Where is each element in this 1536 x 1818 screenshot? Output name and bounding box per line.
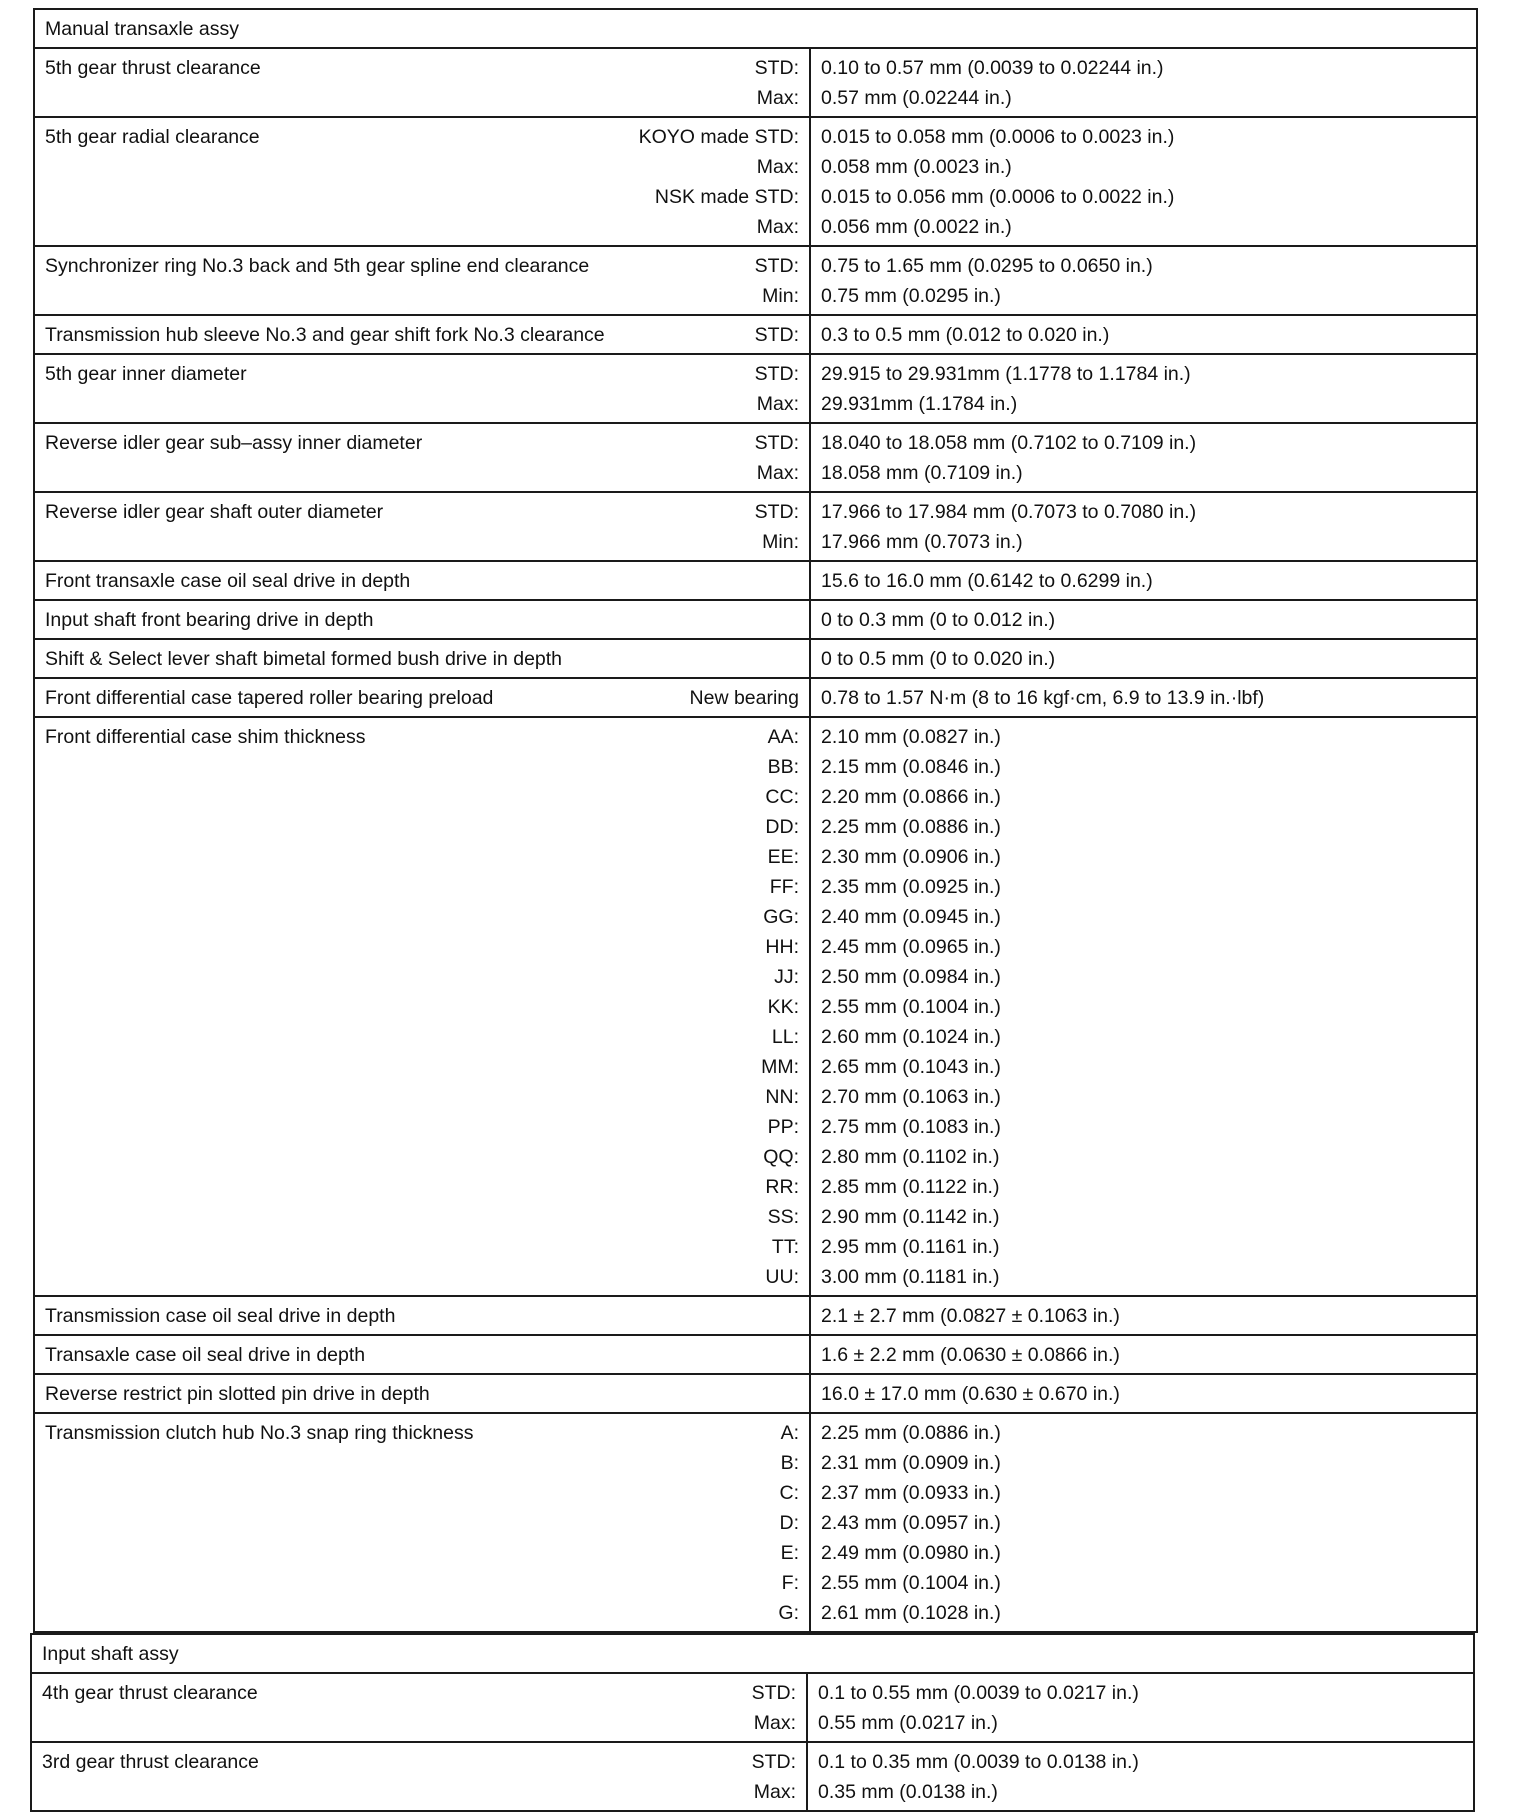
spec-condition: STD:: [751, 1751, 796, 1773]
spec-value: 2.37 mm (0.0933 in.): [821, 1482, 1001, 1504]
spec-value-cell: [810, 717, 1477, 1296]
spec-value: 0.75 mm (0.0295 in.): [821, 285, 1001, 307]
spec-condition: QQ:: [763, 1146, 799, 1168]
spec-value-list: [821, 122, 1470, 242]
spec-value: 2.25 mm (0.0886 in.): [821, 1422, 1001, 1444]
spec-value: 2.80 mm (0.1102 in.): [821, 1146, 1000, 1168]
spec-item-cell: [34, 639, 810, 678]
input-shaft-spec-table: [30, 1633, 1475, 1812]
spec-value-cell: [810, 1335, 1477, 1374]
spec-value-list: [821, 1301, 1470, 1331]
spec-item-cell: [31, 1742, 807, 1811]
spec-value-cell: [807, 1673, 1474, 1742]
spec-value: 2.95 mm (0.1161 in.): [821, 1236, 1000, 1258]
spec-value: 2.25 mm (0.0886 in.): [821, 816, 1001, 838]
spec-value: 2.40 mm (0.0945 in.): [821, 906, 1001, 928]
spec-value: 2.20 mm (0.0866 in.): [821, 786, 1001, 808]
spec-item-name: Reverse restrict pin slotted pin drive in depth: [45, 1383, 430, 1405]
spec-value: 0.10 to 0.57 mm (0.0039 to 0.02244 in.): [821, 57, 1164, 79]
spec-value-list: [818, 1678, 1467, 1738]
spec-item-name: Input shaft front bearing drive in depth: [45, 609, 374, 631]
spec-value: 17.966 to 17.984 mm (0.7073 to 0.7080 in.): [821, 501, 1197, 523]
spec-row: [34, 717, 1477, 1296]
spec-value: 15.6 to 16.0 mm (0.6142 to 0.6299 in.): [821, 570, 1153, 592]
spec-item-name: 5th gear radial clearance: [45, 126, 260, 148]
spec-item-name: 4th gear thrust clearance: [42, 1682, 258, 1704]
spec-value-cell: [810, 48, 1477, 117]
spec-value-list: [821, 497, 1470, 557]
spec-row: [34, 639, 1477, 678]
spec-row: [34, 1413, 1477, 1632]
spec-item-cell: [34, 717, 810, 1296]
spec-condition: F:: [781, 1572, 799, 1594]
spec-condition: RR:: [765, 1176, 799, 1198]
spec-value: 2.35 mm (0.0925 in.): [821, 876, 1001, 898]
spec-value: 0.015 to 0.058 mm (0.0006 to 0.0023 in.): [821, 126, 1175, 148]
spec-value: 0.1 to 0.35 mm (0.0039 to 0.0138 in.): [818, 1751, 1139, 1773]
spec-value: 2.85 mm (0.1122 in.): [821, 1176, 1000, 1198]
spec-value-list: [821, 359, 1470, 419]
section-header-row: [31, 1634, 1474, 1673]
spec-condition: PP:: [767, 1116, 799, 1138]
spec-value-list: [818, 1747, 1467, 1807]
spec-value-list: [821, 644, 1470, 674]
spec-value: 0.75 to 1.65 mm (0.0295 to 0.0650 in.): [821, 255, 1153, 277]
spec-condition: Max:: [756, 87, 799, 109]
spec-item-name: 5th gear inner diameter: [45, 363, 247, 385]
spec-condition: STD:: [754, 324, 799, 346]
spec-condition: G:: [778, 1602, 799, 1624]
spec-value-cell: [810, 1413, 1477, 1632]
spec-item-name: Transmission case oil seal drive in depth: [45, 1305, 396, 1327]
spec-condition-list: [45, 722, 799, 1292]
spec-value-cell: [810, 315, 1477, 354]
spec-item-name: Transmission hub sleeve No.3 and gear shift fork No.3 clearance: [45, 324, 605, 346]
spec-condition: D:: [779, 1512, 799, 1534]
spec-value-list: [821, 1379, 1470, 1409]
spec-item-cell: [34, 1296, 810, 1335]
spec-row: [34, 1335, 1477, 1374]
spec-item-cell: [34, 315, 810, 354]
spec-value-cell: [810, 639, 1477, 678]
spec-condition: STD:: [754, 432, 799, 454]
spec-value-cell: [810, 678, 1477, 717]
spec-item-cell: [34, 1374, 810, 1413]
spec-value: 0.78 to 1.57 N·m (8 to 16 kgf·cm, 6.9 to 13.9 in.·lbf): [821, 687, 1265, 709]
spec-item-cell: [34, 561, 810, 600]
spec-item-name: Front differential case shim thickness: [45, 726, 366, 748]
spec-condition: FF:: [769, 876, 799, 898]
spec-value: 2.61 mm (0.1028 in.): [821, 1602, 1001, 1624]
spec-condition: Max:: [756, 393, 799, 415]
spec-value: 2.43 mm (0.0957 in.): [821, 1512, 1001, 1534]
spec-condition: E:: [780, 1542, 799, 1564]
spec-value-cell: [810, 600, 1477, 639]
section-title: Manual transaxle assy: [34, 9, 1477, 48]
spec-value-list: [821, 428, 1470, 488]
spec-row: [31, 1673, 1474, 1742]
spec-item-name: Reverse idler gear shaft outer diameter: [45, 501, 384, 523]
spec-value: 0 to 0.5 mm (0 to 0.020 in.): [821, 648, 1056, 670]
spec-item-name: Reverse idler gear sub–assy inner diameter: [45, 432, 423, 454]
spec-value-list: [821, 1340, 1470, 1370]
spec-value: 0.1 to 0.55 mm (0.0039 to 0.0217 in.): [818, 1682, 1139, 1704]
spec-condition: KK:: [767, 996, 799, 1018]
spec-value: 3.00 mm (0.1181 in.): [821, 1266, 1000, 1288]
spec-item-cell: [34, 1335, 810, 1374]
spec-condition: Min:: [762, 531, 799, 553]
spec-condition: NN:: [765, 1086, 799, 1108]
spec-value: 2.10 mm (0.0827 in.): [821, 726, 1001, 748]
spec-condition: New bearing: [689, 687, 799, 709]
spec-value: 2.30 mm (0.0906 in.): [821, 846, 1001, 868]
spec-item-name: Transmission clutch hub No.3 snap ring thickness: [45, 1422, 474, 1444]
spec-row: [34, 561, 1477, 600]
spec-value: 2.50 mm (0.0984 in.): [821, 966, 1001, 988]
spec-value: 0.058 mm (0.0023 in.): [821, 156, 1012, 178]
spec-value: 2.15 mm (0.0846 in.): [821, 756, 1001, 778]
spec-value-list: [821, 251, 1470, 311]
spec-condition: MM:: [761, 1056, 799, 1078]
spec-condition: B:: [780, 1452, 799, 1474]
spec-row: [31, 1742, 1474, 1811]
section-title: Input shaft assy: [31, 1634, 1474, 1673]
spec-item-name: Shift & Select lever shaft bimetal formed bush drive in depth: [45, 648, 563, 670]
spec-value-list: [821, 53, 1470, 113]
spec-value-cell: [810, 1374, 1477, 1413]
spec-value: 0.015 to 0.056 mm (0.0006 to 0.0022 in.): [821, 186, 1175, 208]
spec-condition: KOYO made STD:: [638, 126, 799, 148]
spec-item-cell: [34, 117, 810, 246]
spec-condition: TT:: [771, 1236, 799, 1258]
spec-condition: Max:: [753, 1781, 796, 1803]
spec-value: 17.966 mm (0.7073 in.): [821, 531, 1023, 553]
spec-item-cell: [34, 423, 810, 492]
spec-item-name: Transaxle case oil seal drive in depth: [45, 1344, 366, 1366]
spec-value-list: [821, 683, 1470, 713]
spec-item-name: Front transaxle case oil seal drive in depth: [45, 570, 411, 592]
spec-value: 2.55 mm (0.1004 in.): [821, 1572, 1001, 1594]
spec-value-cell: [807, 1742, 1474, 1811]
spec-condition: STD:: [754, 501, 799, 523]
spec-item-name: 5th gear thrust clearance: [45, 57, 261, 79]
spec-item-cell: [34, 48, 810, 117]
spec-row: [34, 1374, 1477, 1413]
spec-condition: AA:: [767, 726, 799, 748]
spec-value: 2.55 mm (0.1004 in.): [821, 996, 1001, 1018]
spec-condition: GG:: [763, 906, 799, 928]
spec-value: 0.3 to 0.5 mm (0.012 to 0.020 in.): [821, 324, 1110, 346]
spec-condition: HH:: [765, 936, 799, 958]
spec-value: 2.31 mm (0.0909 in.): [821, 1452, 1001, 1474]
spec-value-cell: [810, 246, 1477, 315]
spec-condition: JJ:: [774, 966, 799, 988]
spec-condition: UU:: [765, 1266, 799, 1288]
spec-item-cell: [34, 246, 810, 315]
spec-value-list: [821, 722, 1470, 1292]
spec-item-cell: [34, 1413, 810, 1632]
spec-item-cell: [34, 600, 810, 639]
spec-condition: LL:: [771, 1026, 799, 1048]
spec-row: [34, 315, 1477, 354]
spec-value-cell: [810, 423, 1477, 492]
spec-value-cell: [810, 117, 1477, 246]
spec-row: [34, 600, 1477, 639]
spec-condition: Min:: [762, 285, 799, 307]
spec-value-cell: [810, 1296, 1477, 1335]
spec-condition: DD:: [765, 816, 799, 838]
spec-value-list: [821, 1418, 1470, 1628]
spec-value: 2.90 mm (0.1142 in.): [821, 1206, 1000, 1228]
spec-value-cell: [810, 492, 1477, 561]
spec-value-cell: [810, 561, 1477, 600]
spec-row: [34, 678, 1477, 717]
spec-item-cell: [34, 492, 810, 561]
spec-value-cell: [810, 354, 1477, 423]
section-header-row: [34, 9, 1477, 48]
spec-item-name: 3rd gear thrust clearance: [42, 1751, 259, 1773]
spec-value: 2.70 mm (0.1063 in.): [821, 1086, 1001, 1108]
spec-condition: A:: [780, 1422, 799, 1444]
spec-item-name: Front differential case tapered roller bearing preload: [45, 687, 494, 709]
spec-condition-list: [45, 1418, 799, 1628]
spec-condition: Max:: [756, 156, 799, 178]
spec-condition: SS:: [767, 1206, 799, 1228]
spec-row: [34, 423, 1477, 492]
spec-condition: Max:: [753, 1712, 796, 1734]
spec-value: 1.6 ± 2.2 mm (0.0630 ± 0.0866 in.): [821, 1344, 1120, 1366]
spec-value: 0.55 mm (0.0217 in.): [818, 1712, 998, 1734]
spec-value: 16.0 ± 17.0 mm (0.630 ± 0.670 in.): [821, 1383, 1120, 1405]
spec-value-list: [821, 320, 1470, 350]
spec-row: [34, 354, 1477, 423]
spec-value: 2.49 mm (0.0980 in.): [821, 1542, 1001, 1564]
spec-value: 29.915 to 29.931mm (1.1778 to 1.1784 in.): [821, 363, 1191, 385]
spec-value-list: [821, 605, 1470, 635]
spec-item-cell: [31, 1673, 807, 1742]
spec-row: [34, 117, 1477, 246]
spec-condition: BB:: [767, 756, 799, 778]
spec-value: 18.058 mm (0.7109 in.): [821, 462, 1023, 484]
spec-condition: Max:: [756, 216, 799, 238]
spec-item-cell: [34, 354, 810, 423]
spec-item-name: Synchronizer ring No.3 back and 5th gear spline end clearance: [45, 255, 590, 277]
spec-condition: STD:: [754, 57, 799, 79]
spec-value: 0.056 mm (0.0022 in.): [821, 216, 1012, 238]
spec-row: [34, 246, 1477, 315]
spec-value: 0.35 mm (0.0138 in.): [818, 1781, 998, 1803]
spec-condition: C:: [779, 1482, 799, 1504]
spec-condition: EE:: [767, 846, 799, 868]
spec-item-cell: [34, 678, 810, 717]
spec-value: 0.57 mm (0.02244 in.): [821, 87, 1012, 109]
spec-condition: STD:: [754, 363, 799, 385]
spec-value: 2.1 ± 2.7 mm (0.0827 ± 0.1063 in.): [821, 1305, 1120, 1327]
spec-value-list: [821, 566, 1470, 596]
spec-value: 18.040 to 18.058 mm (0.7102 to 0.7109 in.): [821, 432, 1197, 454]
manual-transaxle-spec-table: [33, 8, 1478, 1633]
spec-value: 2.75 mm (0.1083 in.): [821, 1116, 1001, 1138]
spec-value: 2.65 mm (0.1043 in.): [821, 1056, 1001, 1078]
spec-value: 2.60 mm (0.1024 in.): [821, 1026, 1001, 1048]
spec-condition: STD:: [751, 1682, 796, 1704]
spec-row: [34, 492, 1477, 561]
spec-row: [34, 1296, 1477, 1335]
spec-value: 0 to 0.3 mm (0 to 0.012 in.): [821, 609, 1056, 631]
spec-condition: STD:: [754, 255, 799, 277]
spec-value: 2.45 mm (0.0965 in.): [821, 936, 1001, 958]
spec-row: [34, 48, 1477, 117]
spec-condition: Max:: [756, 462, 799, 484]
spec-condition: CC:: [765, 786, 799, 808]
spec-condition: NSK made STD:: [654, 186, 799, 208]
spec-value: 29.931mm (1.1784 in.): [821, 393, 1018, 415]
